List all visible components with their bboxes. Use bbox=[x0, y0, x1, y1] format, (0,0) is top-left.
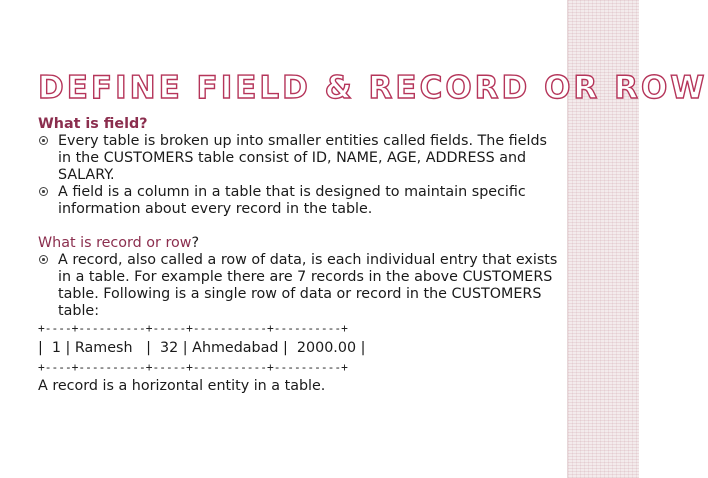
table-rule-bottom: +----+----------+-----+-----------+----------+ bbox=[38, 361, 348, 374]
table-record-row: | 1 | Ramesh | 32 | Ahmedabad | 2000.00 | bbox=[38, 340, 366, 356]
record-footer: A record is a horizontal entity in a table. bbox=[38, 378, 326, 394]
bullet-icon bbox=[39, 187, 48, 196]
bullet-icon bbox=[39, 136, 48, 145]
table-rule-top: +----+----------+-----+-----------+----------+ bbox=[38, 322, 348, 335]
field-bullet-2-text: A field is a column in a table that is designed to maintain specific information about every record in the table. bbox=[58, 184, 526, 217]
field-bullet-2 bbox=[38, 184, 558, 218]
slide-content bbox=[38, 116, 558, 396]
record-heading bbox=[38, 235, 558, 252]
field-bullet-1 bbox=[38, 133, 558, 184]
slide-title: DEFINE FIELD & RECORD OR ROW bbox=[38, 70, 708, 106]
record-bullet-1-text: A record, also called a row of data, is each individual entry that exists in a table. For example there are 7 records in the above CUSTOMERS table. Following is a single row of data or record in the CUSTOMERS table: bbox=[58, 252, 558, 319]
record-heading-suffix: ? bbox=[191, 235, 200, 251]
field-bullet-1-text: Every table is broken up into smaller entities called fields. The fields in the CUSTOMERS table consist of ID, NAME, AGE, ADDRESS and SALARY. bbox=[58, 133, 547, 183]
bullet-icon bbox=[39, 255, 48, 264]
record-bullet-1 bbox=[38, 252, 558, 320]
field-heading: What is field? bbox=[38, 116, 148, 132]
spacer bbox=[38, 218, 558, 235]
record-heading-text: What is record or row bbox=[38, 235, 192, 251]
